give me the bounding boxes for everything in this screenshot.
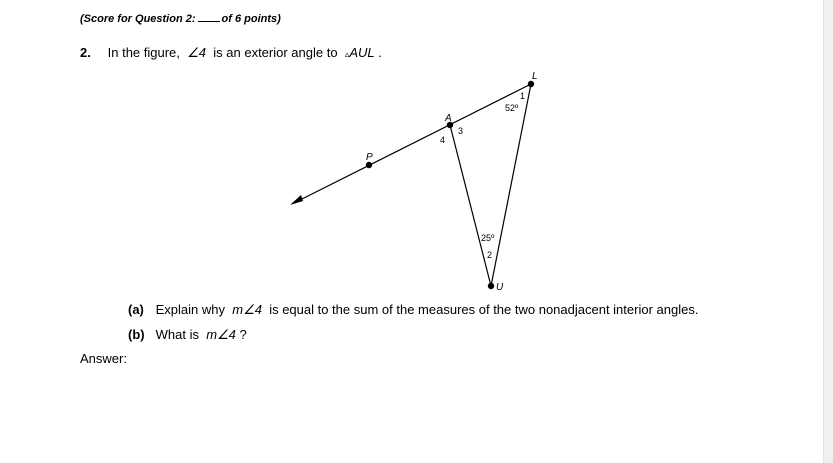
- label-A: A: [445, 113, 452, 124]
- part-b-text-before: What is: [155, 327, 199, 342]
- point-U: [488, 283, 494, 289]
- segment-LU: [491, 84, 531, 286]
- angle-reference: ∠4: [187, 45, 207, 60]
- part-b: [128, 327, 247, 343]
- answer-label: Answer:: [80, 351, 127, 366]
- segment-AU: [450, 125, 491, 286]
- arrowhead: [290, 195, 303, 205]
- label-L: L: [532, 71, 538, 82]
- angle-label-1: 1: [520, 91, 526, 101]
- question-text-end: .: [378, 45, 382, 60]
- measure-at-U: 25º: [481, 233, 495, 243]
- part-a-text-before: Explain why: [155, 302, 225, 317]
- part-a-label: (a): [128, 302, 144, 317]
- score-prefix: (Score for Question 2:: [80, 13, 196, 25]
- triangle-symbol: ▵: [344, 49, 350, 59]
- angle-label-3: 3: [458, 126, 464, 136]
- angle-label-4: 4: [440, 135, 446, 145]
- score-suffix: of 6 points): [221, 13, 281, 25]
- question-number: 2.: [80, 45, 91, 60]
- part-a-text-after: is equal to the sum of the measures of the two nonadjacent interior angles.: [269, 302, 699, 317]
- scrollbar[interactable]: [823, 0, 833, 463]
- question-text-middle: is an exterior angle to: [213, 45, 338, 60]
- angle-label-2: 2: [487, 250, 493, 260]
- question-text-before: In the figure,: [107, 45, 180, 60]
- part-b-measure: m∠4: [206, 327, 236, 342]
- part-b-text-after: ?: [239, 327, 247, 342]
- part-a: [128, 302, 698, 318]
- ray-LP: [294, 84, 531, 203]
- measure-at-L: 52º: [505, 103, 519, 113]
- part-b-label: (b): [128, 327, 145, 342]
- triangle-name: AUL: [349, 45, 375, 60]
- part-a-measure: m∠4: [232, 302, 262, 317]
- label-U: U: [496, 282, 504, 293]
- label-P: P: [366, 152, 373, 163]
